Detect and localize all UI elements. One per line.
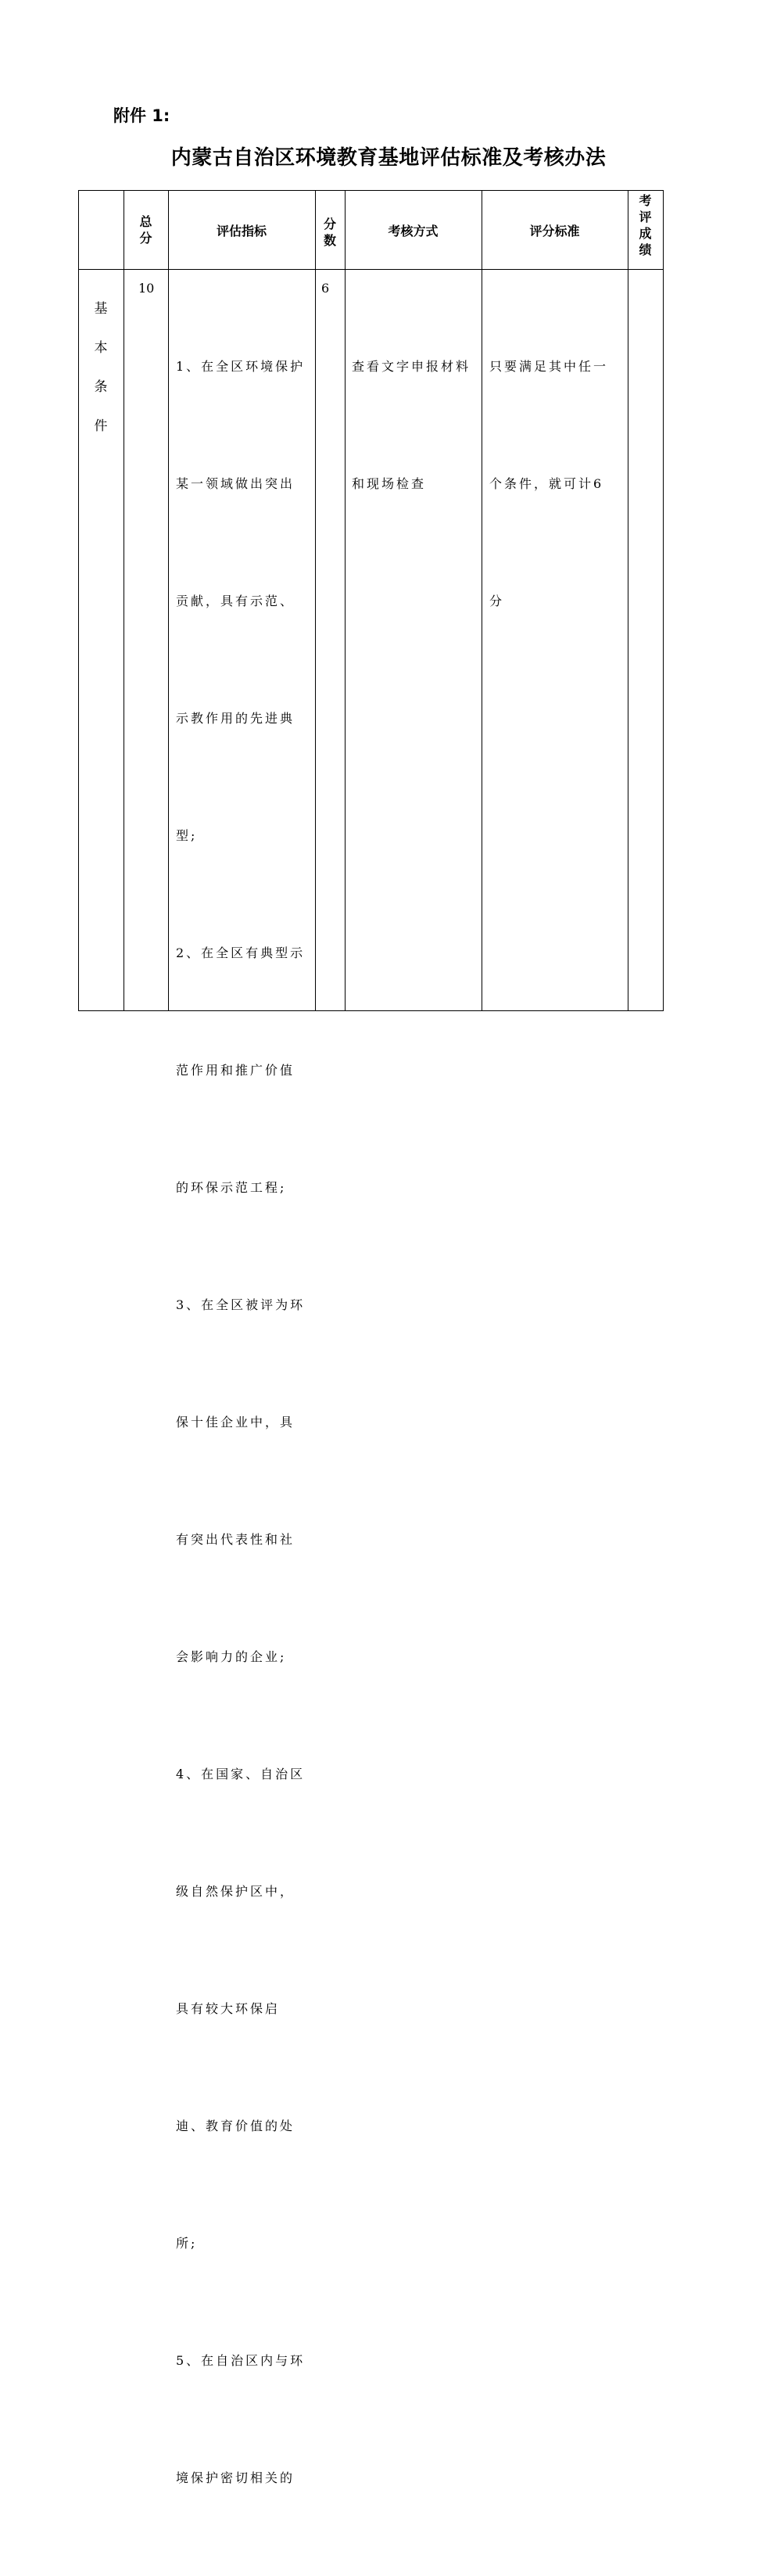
indicator-line: 3、在全区被评为环: [176, 1297, 306, 1312]
header-method: 考核方式: [388, 224, 439, 239]
table-col-border: [345, 190, 346, 1011]
indicator-line: 保十佳企业中，具: [176, 1415, 295, 1430]
table-col-border: [663, 190, 664, 1011]
indicator-line: 境保护密切相关的: [176, 2470, 295, 2485]
indicator-line: 2、在全区有典型示: [176, 945, 306, 960]
standard-line: 只要满足其中任一: [489, 359, 609, 374]
table-col-border: [315, 190, 316, 1011]
indicator-cell: [176, 269, 310, 2576]
standard-cell: [489, 269, 622, 699]
indicator-line: 示教作用的先进典: [176, 711, 295, 726]
method-line: 和现场检查: [352, 476, 427, 491]
indicator-line: 迪、教育价值的处: [176, 2119, 295, 2133]
indicator-line: 型;: [176, 828, 198, 843]
indicator-score: 6: [321, 281, 330, 296]
attachment-label: 附件 1:: [113, 106, 170, 125]
table-bottom-border: [78, 1010, 664, 1011]
total-score: 10: [138, 281, 155, 296]
indicator-line: 有突出代表性和社: [176, 1532, 295, 1547]
indicator-line: 某一领域做出突出: [176, 476, 295, 491]
indicator-line: 1、在全区环境保护: [176, 359, 306, 374]
indicator-line: 贡献，具有示范、: [176, 594, 295, 608]
indicator-line: 范作用和推广价值: [176, 1063, 295, 1078]
standard-line: 个条件，就可计6: [489, 476, 604, 491]
table-top-border: [78, 190, 664, 191]
method-line: 查看文字申报材料: [352, 359, 471, 374]
header-standard: 评分标准: [529, 224, 580, 239]
header-score: 分 数: [323, 217, 336, 248]
indicator-line: 级自然保护区中，: [176, 1884, 295, 1899]
indicator-line: 5、在自治区内与环: [176, 2353, 306, 2368]
method-cell: [352, 269, 478, 582]
indicator-line: 会影响力的企业;: [176, 1649, 287, 1664]
header-indicator: 评估指标: [216, 224, 267, 239]
header-total: 总 分: [139, 214, 152, 246]
indicator-line: 4、在国家、自治区: [176, 1767, 306, 1781]
indicator-line: 具有较大环保启: [176, 2001, 281, 2016]
indicator-line: 所;: [176, 2236, 198, 2251]
header-result: 考 评 成 绩: [639, 193, 652, 257]
table-col-border: [168, 190, 169, 1011]
indicator-line: 的环保示范工程;: [176, 1180, 287, 1195]
standard-line: 分: [489, 594, 505, 608]
category-label: 基 本 条 件: [94, 301, 108, 434]
page-title: 内蒙古自治区环境教育基地评估标准及考核办法: [170, 146, 607, 170]
